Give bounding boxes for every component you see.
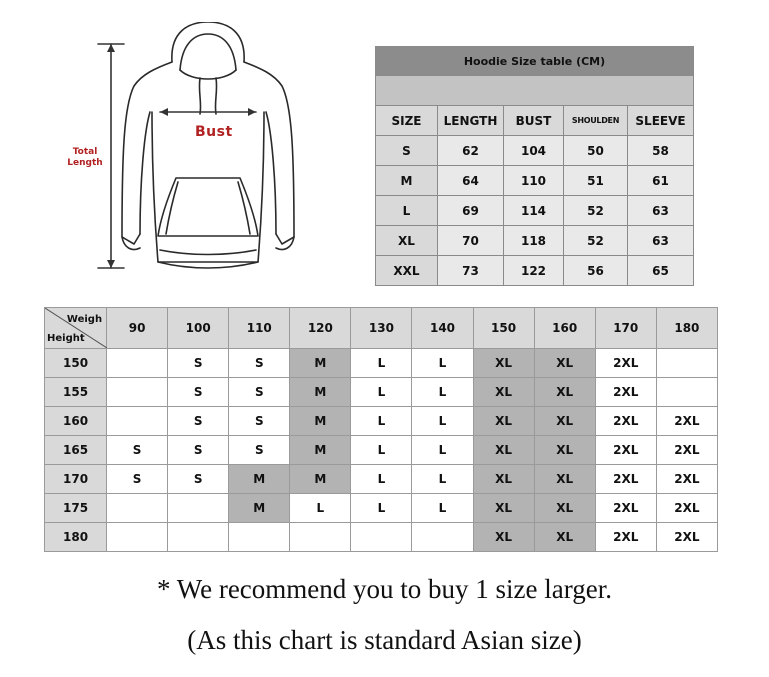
header-shoulder: SHOULDEN — [564, 106, 628, 136]
size-recommendation-cell: M — [229, 494, 290, 523]
size-table-header-row — [376, 106, 694, 136]
size-recommendation-cell: S — [107, 465, 168, 494]
total-length-line2: Length — [67, 158, 103, 168]
shoulder-cell: 50 — [564, 136, 628, 166]
size-recommendation-cell — [290, 523, 351, 552]
height-weight-size-grid — [44, 307, 718, 552]
length-cell: 70 — [438, 226, 504, 256]
size-table-spacer-row — [376, 76, 694, 106]
bust-cell: 118 — [504, 226, 564, 256]
size-recommendation-cell — [107, 523, 168, 552]
size-row-l — [376, 196, 694, 226]
height-header-cell: 150 — [45, 349, 107, 378]
size-table-title: Hoodie Size table (CM) — [376, 47, 694, 76]
weight-header-cell: 180 — [656, 308, 717, 349]
size-recommendation-cell: 2XL — [595, 523, 656, 552]
bust-cell: 114 — [504, 196, 564, 226]
sleeve-cell: 63 — [628, 196, 694, 226]
size-recommendation-cell: XL — [534, 436, 595, 465]
weight-header-cell: 150 — [473, 308, 534, 349]
grid-corner-cell — [45, 308, 107, 349]
size-cell: L — [376, 196, 438, 226]
size-recommendation-cell: 2XL — [595, 436, 656, 465]
size-recommendation-cell: XL — [473, 349, 534, 378]
size-recommendation-cell: S — [229, 378, 290, 407]
size-recommendation-cell — [656, 349, 717, 378]
asian-size-note: (As this chart is standard Asian size) — [187, 625, 582, 655]
bust-cell: 110 — [504, 166, 564, 196]
size-recommendation-cell: XL — [473, 378, 534, 407]
weight-header-cell: 120 — [290, 308, 351, 349]
size-recommendation-cell: 2XL — [595, 349, 656, 378]
size-recommendation-cell: M — [290, 407, 351, 436]
size-recommendation-cell: XL — [473, 407, 534, 436]
length-cell: 73 — [438, 256, 504, 286]
sleeve-cell: 63 — [628, 226, 694, 256]
grid-row — [45, 349, 718, 378]
size-recommendation-cell: S — [168, 436, 229, 465]
sleeve-cell: 65 — [628, 256, 694, 286]
weight-header-cell: 160 — [534, 308, 595, 349]
size-row-xxl — [376, 256, 694, 286]
size-recommendation-cell: L — [412, 494, 473, 523]
grid-row — [45, 523, 718, 552]
shoulder-cell: 56 — [564, 256, 628, 286]
size-recommendation-cell — [107, 494, 168, 523]
size-recommendation-cell: M — [290, 465, 351, 494]
size-recommendation-cell: XL — [473, 494, 534, 523]
sleeve-cell: 61 — [628, 166, 694, 196]
size-recommendation-cell — [107, 349, 168, 378]
size-recommendation-cell: XL — [473, 436, 534, 465]
header-sleeve: SLEEVE — [628, 106, 694, 136]
size-recommendation-cell: XL — [534, 349, 595, 378]
size-recommendation-cell: M — [229, 465, 290, 494]
size-recommendation-cell — [168, 494, 229, 523]
length-cell: 64 — [438, 166, 504, 196]
size-recommendation-cell: L — [412, 465, 473, 494]
size-recommendation-cell: M — [290, 436, 351, 465]
size-recommendation-cell: L — [351, 494, 412, 523]
recommendation-note: * We recommend you to buy 1 size larger. — [157, 574, 612, 604]
bust-cell: 122 — [504, 256, 564, 286]
size-recommendation-cell — [229, 523, 290, 552]
size-recommendation-cell: XL — [534, 378, 595, 407]
size-recommendation-cell: 2XL — [656, 407, 717, 436]
height-header-cell: 155 — [45, 378, 107, 407]
size-recommendation-cell: 2XL — [595, 465, 656, 494]
grid-row — [45, 465, 718, 494]
sleeve-cell: 58 — [628, 136, 694, 166]
size-cell: M — [376, 166, 438, 196]
weight-header-cell: 170 — [595, 308, 656, 349]
size-recommendation-cell: XL — [473, 465, 534, 494]
grid-row — [45, 407, 718, 436]
header-bust: BUST — [504, 106, 564, 136]
size-recommendation-cell — [412, 523, 473, 552]
size-recommendation-cell: L — [412, 436, 473, 465]
size-row-m — [376, 166, 694, 196]
size-recommendation-cell — [351, 523, 412, 552]
size-recommendation-cell: L — [412, 407, 473, 436]
size-recommendation-cell: 2XL — [595, 407, 656, 436]
weight-header-cell: 110 — [229, 308, 290, 349]
size-recommendation-cell: L — [412, 378, 473, 407]
length-cell: 62 — [438, 136, 504, 166]
size-recommendation-cell: 2XL — [595, 378, 656, 407]
height-header-cell: 170 — [45, 465, 107, 494]
shoulder-cell: 52 — [564, 196, 628, 226]
size-recommendation-cell: 2XL — [656, 494, 717, 523]
size-recommendation-cell: S — [168, 407, 229, 436]
size-recommendation-cell: M — [290, 378, 351, 407]
size-table-title-row — [376, 47, 694, 76]
size-recommendation-cell — [107, 407, 168, 436]
size-recommendation-cell: L — [351, 378, 412, 407]
weight-header-cell: 130 — [351, 308, 412, 349]
size-cell: S — [376, 136, 438, 166]
weight-header-cell: 90 — [107, 308, 168, 349]
size-recommendation-cell: S — [168, 378, 229, 407]
total-length-label — [62, 147, 108, 169]
header-size: SIZE — [376, 106, 438, 136]
size-recommendation-cell: L — [290, 494, 351, 523]
size-recommendation-cell: XL — [534, 523, 595, 552]
size-recommendation-cell: S — [168, 465, 229, 494]
height-header-cell: 180 — [45, 523, 107, 552]
size-recommendation-cell: L — [351, 349, 412, 378]
corner-weight-label: Weigh — [66, 314, 103, 325]
hoodie-size-table — [375, 46, 694, 286]
size-cell: XXL — [376, 256, 438, 286]
size-recommendation-cell: XL — [473, 523, 534, 552]
height-header-cell: 175 — [45, 494, 107, 523]
size-recommendation-cell: L — [351, 436, 412, 465]
size-row-s — [376, 136, 694, 166]
size-recommendation-cell: L — [351, 407, 412, 436]
total-length-line1: Total — [72, 147, 98, 157]
length-cell: 69 — [438, 196, 504, 226]
size-recommendation-cell: 2XL — [656, 465, 717, 494]
weight-header-cell: 100 — [168, 308, 229, 349]
shoulder-cell: 51 — [564, 166, 628, 196]
size-recommendation-cell: XL — [534, 407, 595, 436]
grid-row — [45, 378, 718, 407]
grid-row — [45, 494, 718, 523]
size-recommendation-cell: S — [229, 436, 290, 465]
size-recommendation-cell: S — [168, 349, 229, 378]
header-length: LENGTH — [438, 106, 504, 136]
size-recommendation-cell: S — [229, 349, 290, 378]
size-row-xl — [376, 226, 694, 256]
size-recommendation-cell: 2XL — [656, 436, 717, 465]
bust-cell: 104 — [504, 136, 564, 166]
size-recommendation-cell — [656, 378, 717, 407]
size-table-spacer — [376, 76, 694, 106]
size-recommendation-cell: L — [412, 349, 473, 378]
size-recommendation-cell: 2XL — [595, 494, 656, 523]
shoulder-cell: 52 — [564, 226, 628, 256]
grid-header-row — [45, 308, 718, 349]
weight-header-cell: 140 — [412, 308, 473, 349]
bust-label: Bust — [195, 124, 233, 140]
size-recommendation-cell: XL — [534, 465, 595, 494]
size-recommendation-cell: S — [229, 407, 290, 436]
size-recommendation-cell: 2XL — [656, 523, 717, 552]
height-header-cell: 165 — [45, 436, 107, 465]
grid-row — [45, 436, 718, 465]
size-recommendation-cell — [107, 378, 168, 407]
size-recommendation-cell: M — [290, 349, 351, 378]
corner-height-label: Height — [47, 333, 85, 344]
size-recommendation-cell — [168, 523, 229, 552]
size-recommendation-cell: XL — [534, 494, 595, 523]
size-recommendation-cell: L — [351, 465, 412, 494]
height-header-cell: 160 — [45, 407, 107, 436]
size-cell: XL — [376, 226, 438, 256]
size-recommendation-cell: S — [107, 436, 168, 465]
